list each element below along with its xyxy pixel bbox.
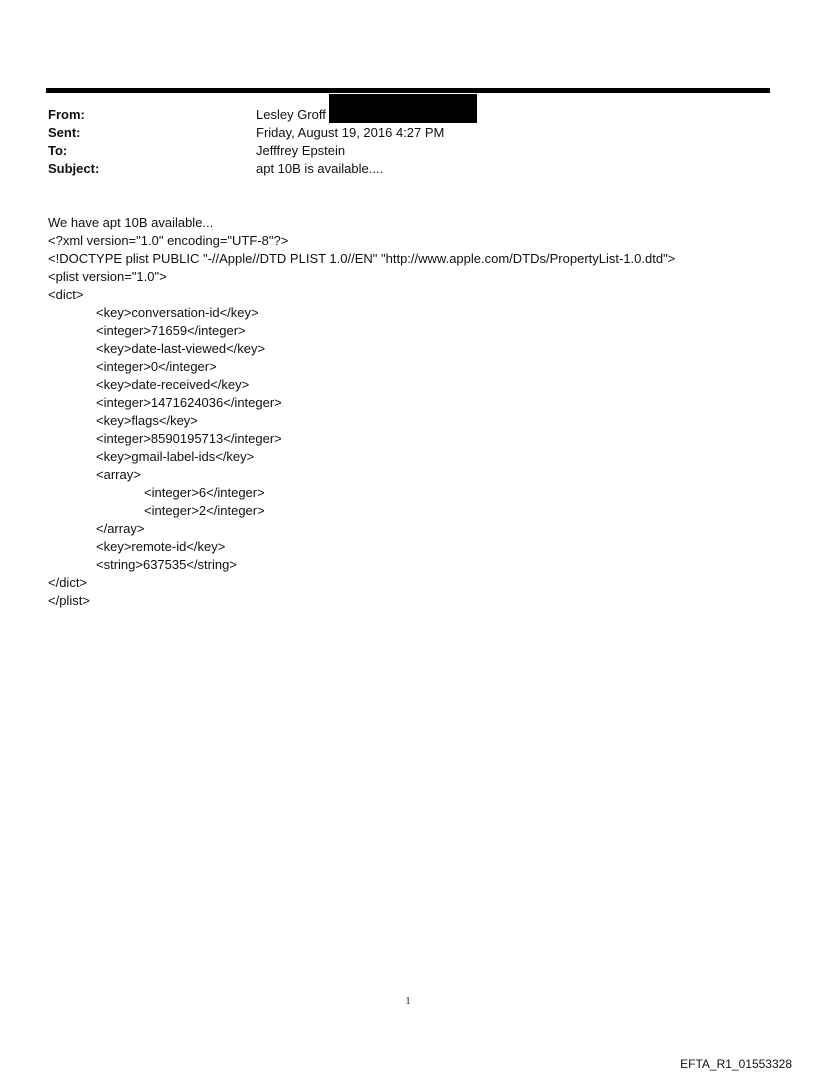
body-line: <dict>	[48, 287, 84, 302]
body-line: <integer>71659</integer>	[96, 323, 246, 338]
sent-label: Sent:	[48, 125, 81, 140]
from-label: From:	[48, 107, 85, 122]
body-line: <key>remote-id</key>	[96, 539, 226, 554]
body-line: <key>date-last-viewed</key>	[96, 341, 266, 356]
body-line: <integer>0</integer>	[96, 359, 217, 374]
email-header	[48, 106, 748, 178]
body-line: We have apt 10B available...	[48, 215, 214, 230]
body-line: <integer>8590195713</integer>	[96, 431, 282, 446]
body-line: <integer>6</integer>	[144, 485, 265, 500]
email-body	[48, 214, 675, 610]
sent-row	[48, 124, 748, 142]
body-line: </plist>	[48, 593, 90, 608]
body-line: <integer>1471624036</integer>	[96, 395, 282, 410]
body-line: <plist version="1.0">	[48, 269, 167, 284]
from-name: Lesley Groff	[256, 107, 326, 122]
header-rule	[46, 88, 770, 93]
body-line: <key>flags</key>	[96, 413, 198, 428]
body-line: </array>	[96, 521, 145, 536]
body-line: <key>conversation-id</key>	[96, 305, 259, 320]
bates-number: EFTA_R1_01553328	[680, 1057, 792, 1071]
body-line: <!DOCTYPE plist PUBLIC "-//Apple//DTD PLIST 1.0//EN" "http://www.apple.com/DTDs/PropertyList-1.0.dtd">	[48, 251, 676, 266]
body-line: <?xml version="1.0" encoding="UTF-8"?>	[48, 233, 289, 248]
subject-value: apt 10B is available....	[256, 161, 384, 176]
body-line: <integer>2</integer>	[144, 503, 265, 518]
body-line: <string>637535</string>	[96, 557, 237, 572]
to-value: Jefffrey Epstein	[256, 143, 346, 158]
body-line: <key>date-received</key>	[96, 377, 250, 392]
body-line: </dict>	[48, 575, 88, 590]
from-row	[48, 106, 748, 124]
redaction-box	[329, 94, 477, 123]
from-value	[256, 106, 477, 124]
subject-label: Subject:	[48, 161, 100, 176]
body-line: <array>	[96, 467, 141, 482]
to-label: To:	[48, 143, 68, 158]
body-line: <key>gmail-label-ids</key>	[96, 449, 255, 464]
to-row	[48, 142, 748, 160]
page-number: 1	[405, 996, 411, 1007]
subject-row	[48, 160, 748, 178]
sent-value: Friday, August 19, 2016 4:27 PM	[256, 125, 445, 140]
